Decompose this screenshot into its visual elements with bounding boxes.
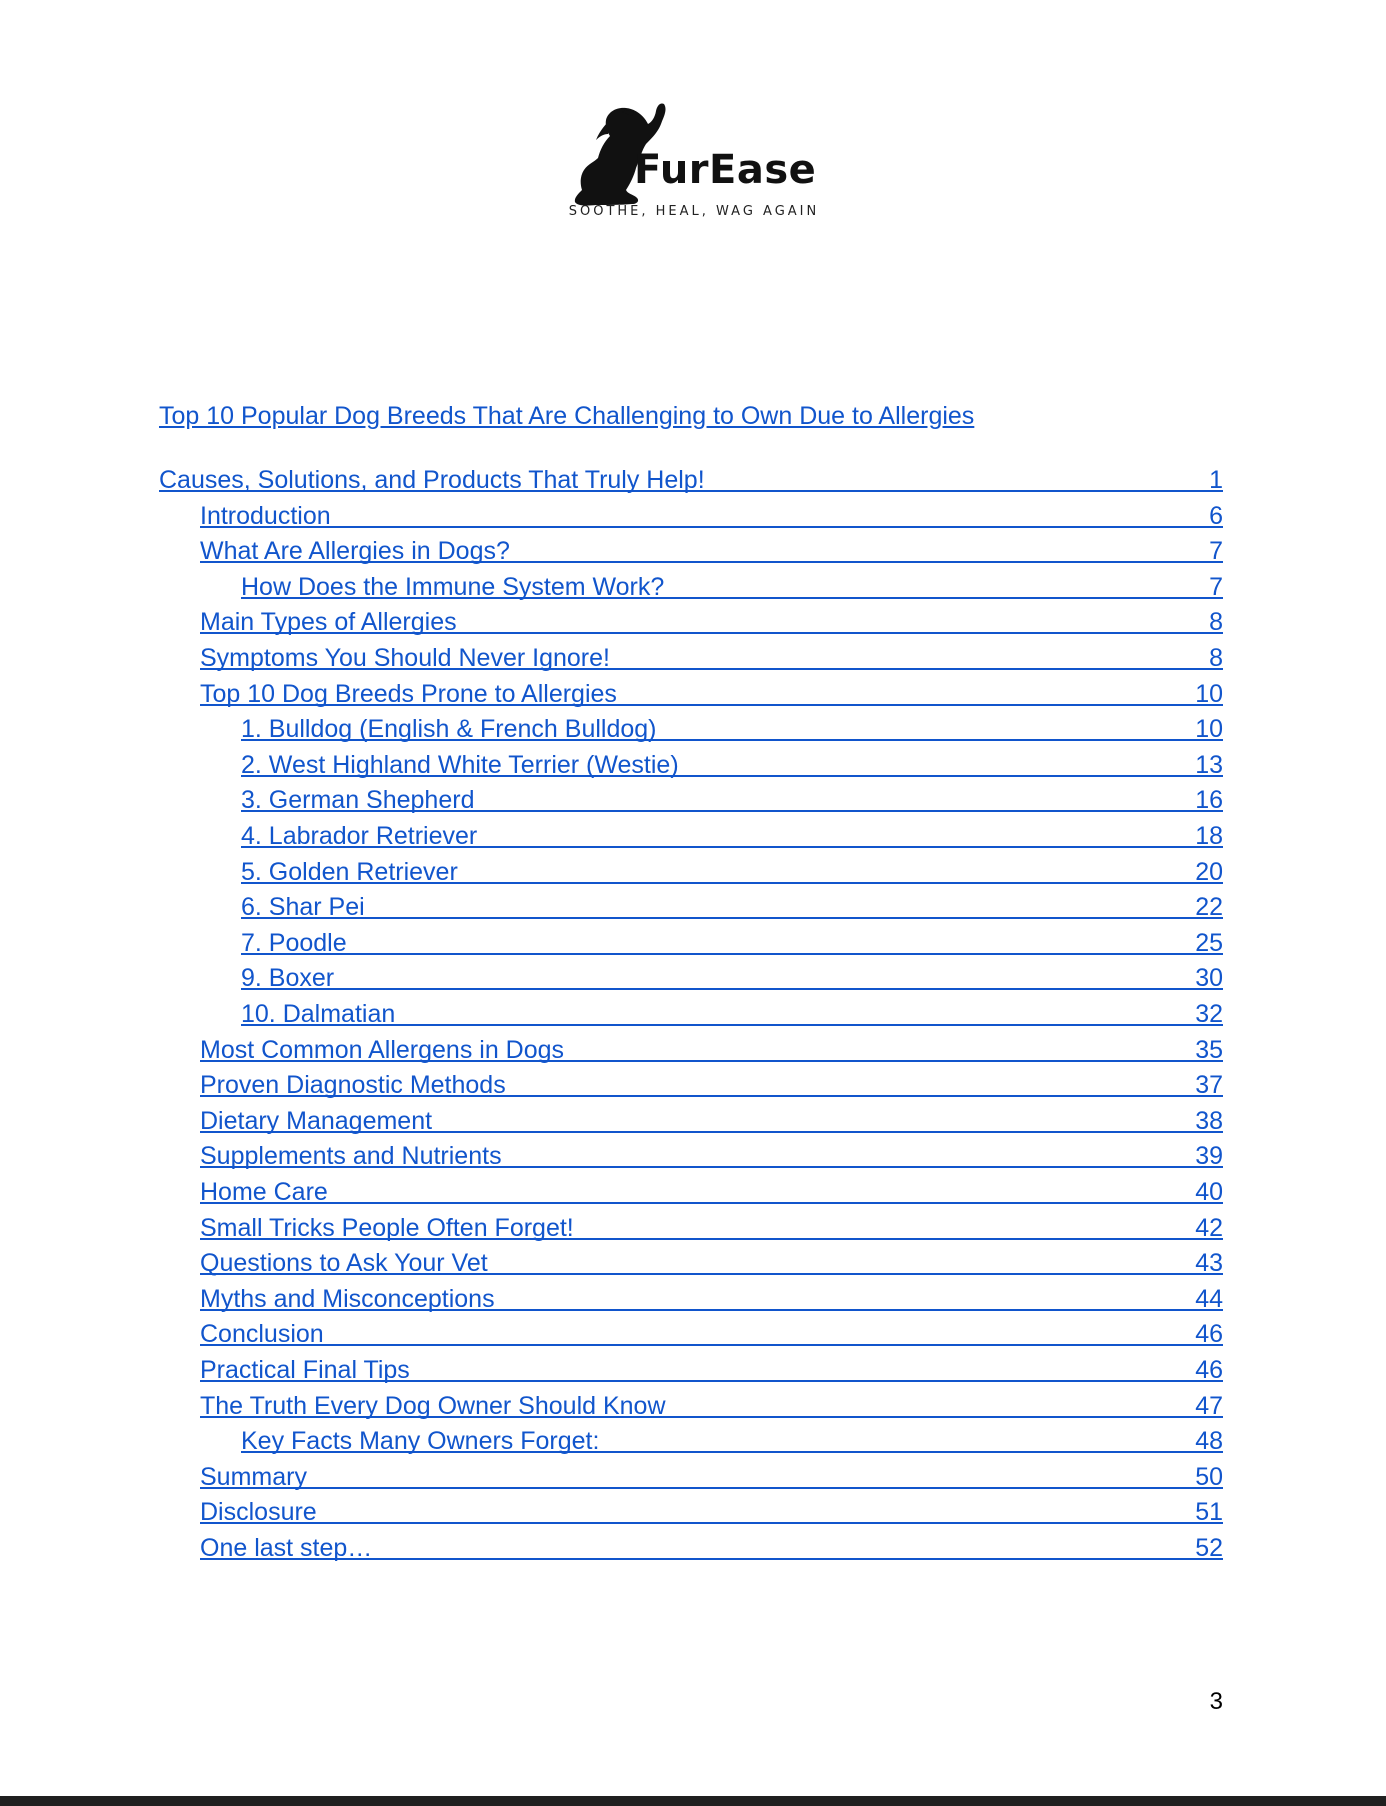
toc-entry-title[interactable]: 4. Labrador Retriever: [241, 822, 478, 850]
toc-entry[interactable]: [241, 1420, 1223, 1453]
toc-entry-page[interactable]: 39: [1195, 1142, 1223, 1170]
toc-entry-title[interactable]: Proven Diagnostic Methods: [200, 1071, 506, 1099]
toc-entry-page[interactable]: 7: [1209, 537, 1223, 565]
toc-entry[interactable]: [200, 495, 1223, 528]
toc-entry-title[interactable]: 10. Dalmatian: [241, 1000, 396, 1028]
toc-entry[interactable]: [200, 1207, 1223, 1240]
toc-entry-title[interactable]: Conclusion: [200, 1320, 324, 1348]
toc-entry[interactable]: [159, 459, 1223, 492]
toc-entry-title[interactable]: 6. Shar Pei: [241, 893, 365, 921]
toc-entry[interactable]: [241, 886, 1223, 919]
toc-entry-title[interactable]: One last step…: [200, 1534, 373, 1562]
toc-entry-title[interactable]: Myths and Misconceptions: [200, 1285, 495, 1313]
toc-entry-page[interactable]: 32: [1195, 1000, 1223, 1028]
toc-entry[interactable]: [241, 566, 1223, 599]
toc-entry[interactable]: [200, 1456, 1223, 1489]
toc-entry-page[interactable]: 10: [1195, 680, 1223, 708]
toc-entry[interactable]: [200, 1029, 1223, 1062]
toc-entry-page[interactable]: 46: [1195, 1320, 1223, 1348]
toc-entry-page[interactable]: 25: [1195, 929, 1223, 957]
toc-entry-page[interactable]: 10: [1195, 715, 1223, 743]
toc-entry[interactable]: [200, 1171, 1223, 1204]
toc-entry-page[interactable]: 30: [1195, 964, 1223, 992]
toc-entry[interactable]: [241, 708, 1223, 741]
toc-entry-page[interactable]: 52: [1195, 1534, 1223, 1562]
toc-entry-title[interactable]: Introduction: [200, 502, 331, 530]
toc-entry-title[interactable]: What Are Allergies in Dogs?: [200, 537, 510, 565]
toc-entry-title[interactable]: Symptoms You Should Never Ignore!: [200, 644, 610, 672]
toc-entry[interactable]: [241, 851, 1223, 884]
toc-entry-page[interactable]: 6: [1209, 502, 1223, 530]
brand-logo: [556, 100, 832, 225]
toc-entry[interactable]: [200, 1278, 1223, 1311]
toc-entry[interactable]: [200, 1242, 1223, 1275]
toc-entry[interactable]: [200, 1349, 1223, 1382]
toc-entry-page[interactable]: 40: [1195, 1178, 1223, 1206]
toc-entry[interactable]: [200, 673, 1223, 706]
brand-tagline: SOOTHE, HEAL, WAG AGAIN: [568, 204, 820, 219]
toc-entry-page[interactable]: 37: [1195, 1071, 1223, 1099]
toc-entry-title[interactable]: Supplements and Nutrients: [200, 1142, 502, 1170]
toc-entry-title[interactable]: How Does the Immune System Work?: [241, 573, 665, 601]
toc-entry[interactable]: [200, 1135, 1223, 1168]
toc-entry-page[interactable]: 16: [1195, 786, 1223, 814]
toc-entry-page[interactable]: 47: [1195, 1392, 1223, 1420]
toc-entry[interactable]: [200, 1491, 1223, 1524]
toc-entry-title[interactable]: Home Care: [200, 1178, 328, 1206]
toc-entry-page[interactable]: 42: [1195, 1214, 1223, 1242]
page-number: 3: [1209, 1688, 1223, 1715]
toc-entry-page[interactable]: 22: [1195, 893, 1223, 921]
toc-entry-title[interactable]: 2. West Highland White Terrier (Westie): [241, 751, 679, 779]
toc-entry[interactable]: [200, 530, 1223, 563]
toc-entry-title[interactable]: Main Types of Allergies: [200, 608, 457, 636]
toc-entry[interactable]: [200, 1527, 1223, 1560]
toc-entry-page[interactable]: 46: [1195, 1356, 1223, 1384]
toc-entry-page[interactable]: 7: [1209, 573, 1223, 601]
toc-entry[interactable]: [241, 922, 1223, 955]
toc-entry-page[interactable]: 18: [1195, 822, 1223, 850]
toc-entry-title[interactable]: Key Facts Many Owners Forget:: [241, 1427, 600, 1455]
toc-entry-title[interactable]: 9. Boxer: [241, 964, 335, 992]
toc-entry-page[interactable]: 8: [1209, 644, 1223, 672]
toc-entry[interactable]: [200, 1064, 1223, 1097]
toc-entry-page[interactable]: 1: [1209, 466, 1223, 494]
toc-entry-page[interactable]: 44: [1195, 1285, 1223, 1313]
toc-entry[interactable]: [241, 957, 1223, 990]
toc-entry[interactable]: [200, 1385, 1223, 1418]
toc-entry-title[interactable]: 3. German Shepherd: [241, 786, 475, 814]
toc-entry-page[interactable]: 35: [1195, 1036, 1223, 1064]
toc-entry[interactable]: [241, 779, 1223, 812]
toc-entry-title[interactable]: Practical Final Tips: [200, 1356, 410, 1384]
toc-entry[interactable]: [200, 1313, 1223, 1346]
toc-entry-page[interactable]: 13: [1195, 751, 1223, 779]
toc-heading-link[interactable]: Top 10 Popular Dog Breeds That Are Challenging to Own Due to Allergies: [159, 402, 975, 430]
toc-entry-title[interactable]: Dietary Management: [200, 1107, 433, 1135]
toc-entry-title[interactable]: 5. Golden Retriever: [241, 858, 458, 886]
brand-name: FurEase: [634, 147, 817, 193]
toc-entry-title[interactable]: Questions to Ask Your Vet: [200, 1249, 488, 1277]
toc-entry-title[interactable]: Most Common Allergens in Dogs: [200, 1036, 565, 1064]
toc-entry[interactable]: [241, 993, 1223, 1026]
toc-entry-page[interactable]: 20: [1195, 858, 1223, 886]
toc-entry-title[interactable]: Small Tricks People Often Forget!: [200, 1214, 574, 1242]
bottom-edge-bar: [0, 1796, 1386, 1806]
toc-entry-title[interactable]: The Truth Every Dog Owner Should Know: [200, 1392, 666, 1420]
toc-entry-page[interactable]: 48: [1195, 1427, 1223, 1455]
toc-entry-title[interactable]: Causes, Solutions, and Products That Truly Help!: [159, 466, 705, 494]
toc-entry[interactable]: [200, 637, 1223, 670]
toc-entry-title[interactable]: Summary: [200, 1463, 307, 1491]
toc-entry-title[interactable]: Top 10 Dog Breeds Prone to Allergies: [200, 680, 617, 708]
toc-entry-title[interactable]: 1. Bulldog (English & French Bulldog): [241, 715, 657, 743]
toc-entry-page[interactable]: 38: [1195, 1107, 1223, 1135]
toc-entry-title[interactable]: 7. Poodle: [241, 929, 347, 957]
toc-entry[interactable]: [200, 601, 1223, 634]
toc-entry[interactable]: [241, 815, 1223, 848]
toc-entry-page[interactable]: 51: [1195, 1498, 1223, 1526]
toc-entry[interactable]: [241, 744, 1223, 777]
toc-entry[interactable]: [200, 1100, 1223, 1133]
toc-entry-page[interactable]: 8: [1209, 608, 1223, 636]
toc-entry-page[interactable]: 43: [1195, 1249, 1223, 1277]
toc-entry-title[interactable]: Disclosure: [200, 1498, 317, 1526]
toc-entry-page[interactable]: 50: [1195, 1463, 1223, 1491]
